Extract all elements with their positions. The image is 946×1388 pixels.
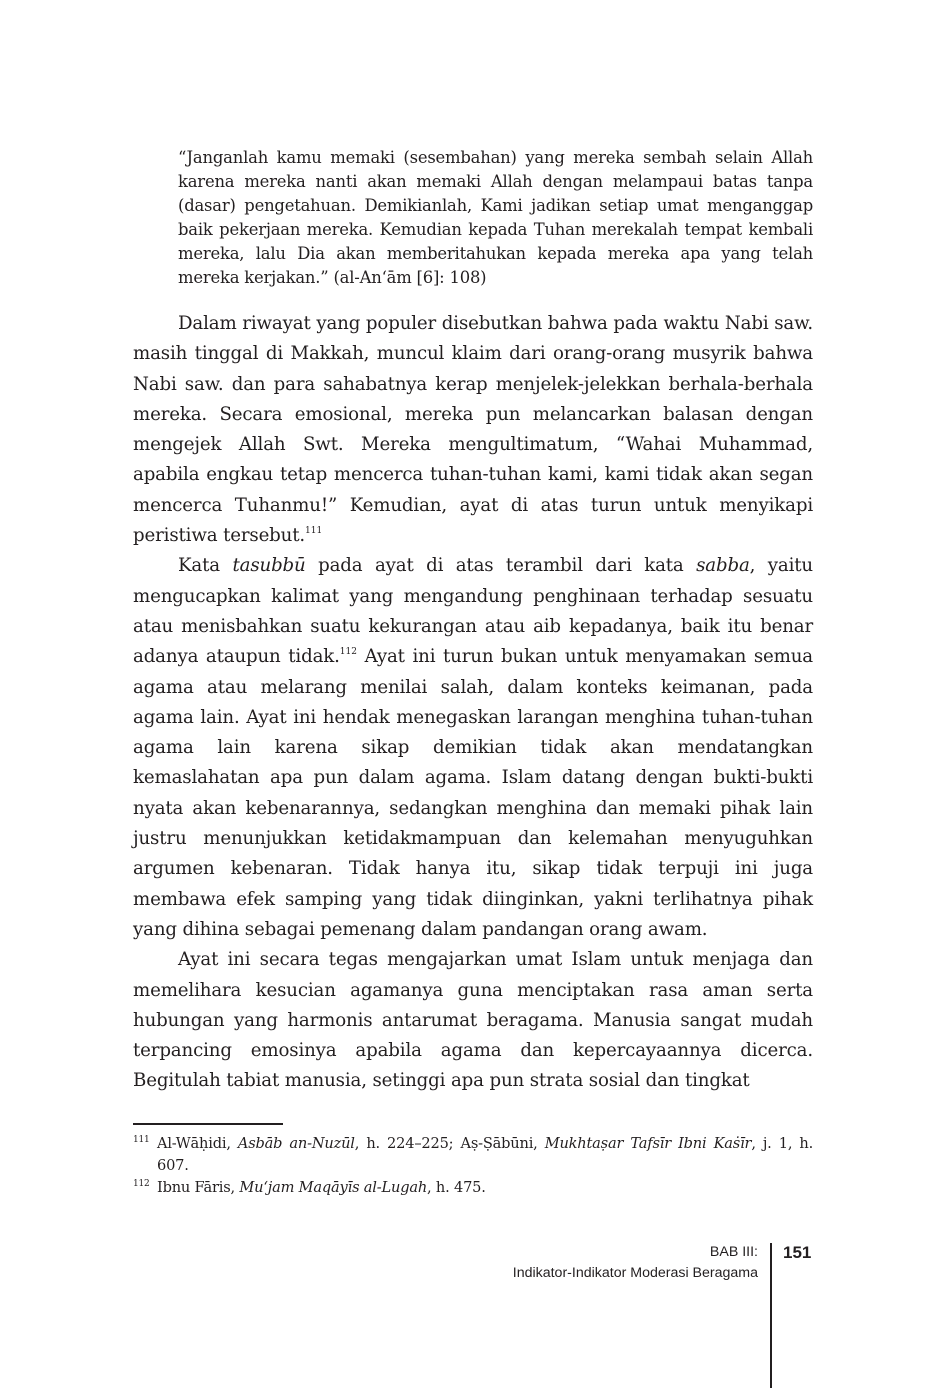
chapter-label: BAB III: xyxy=(709,1244,758,1260)
footnote-111 xyxy=(133,1133,813,1177)
footnote-separator xyxy=(133,1123,283,1125)
footnote-book-title: Asbāb an-Nuzūl xyxy=(237,1135,355,1152)
footnote-number: 111 xyxy=(133,1135,150,1145)
footnote-ref-111[interactable]: 111 xyxy=(305,526,323,537)
footnotes xyxy=(133,1133,813,1199)
paragraph-1 xyxy=(133,309,813,551)
footnote-book-title: Mukhtaṣar Tafsīr Ibni Kaṡīr xyxy=(544,1135,752,1152)
footnote-112 xyxy=(133,1177,813,1199)
vertical-rule xyxy=(770,1243,772,1388)
paragraph-2 xyxy=(133,551,813,945)
footnote-text: Ibnu Fāris, xyxy=(157,1179,240,1196)
chapter-title: Indikator-Indikator Moderasi Beragama xyxy=(512,1265,758,1281)
term-sabba: sabba xyxy=(696,555,750,577)
term-tasubbu: tasubbū xyxy=(232,555,306,577)
paragraph-2-text-d: Ayat ini turun bukan untuk menyamakan semua agama atau melarang menilai salah, dalam konteks keimanan, pada agama lain. Ayat ini hendak menegaskan larangan menghina tuhan-tuhan agama lain karena sikap demikian tidak akan mendatangkan kemaslahatan apa pun dalam agama. Islam datang dengan bukti-bukti nyata akan kebenarannya, sedangkan menghina dan memaki pihak lain justru menunjukkan ketidakmampuan dan kelemahan menyuguhkan argumen kebenaran. Tidak hanya itu, sikap tidak terpuji ini juga membawa efek samping yang tidak diinginkan, yakni terlihatnya pihak yang dihina sebagai pemenang dalam pandangan orang awam. xyxy=(133,646,814,940)
paragraph-2-text-b: pada ayat di atas terambil dari kata xyxy=(305,555,697,577)
footnote-text: , j. 1, h. 607. xyxy=(157,1135,814,1174)
paragraph-2-text-a: Kata xyxy=(178,555,233,577)
footnote-text: Al-Wāḥidi, xyxy=(157,1135,238,1152)
paragraph-2-text-c: , yaitu mengucapkan kalimat yang mengandung penghinaan terhadap sesuatu atau menisbahkan suatu kekurangan atau aib kepadanya, baik itu benar adanya ataupun tidak. xyxy=(133,555,813,668)
quote-text: “Janganlah kamu memaki (sesembahan) yang mereka sembah selain Allah karena mereka nanti akan memaki Allah dengan melampaui batas tanpa (dasar) pengetahuan. Demikianlah, Kami jadikan setiap umat menganggap baik pekerjaan mereka. Kemudian kepada Tuhan merekalah tempat kembali mereka, lalu Dia akan memberitahukan kepada mereka apa yang telah mereka kerjakan.” (al-An‘ām [6]: 108) xyxy=(178,148,813,287)
footnote-text: , h. 475. xyxy=(427,1179,486,1196)
footnote-ref-112[interactable]: 112 xyxy=(339,647,357,658)
footnote-number: 112 xyxy=(133,1179,150,1189)
main-body-text xyxy=(133,309,813,1097)
footnote-book-title: Mu‘jam Maqāyīs al-Lugah xyxy=(239,1179,428,1196)
page-number: 151 xyxy=(783,1243,812,1262)
running-head xyxy=(513,1242,758,1284)
footnote-text: , h. 224–225; Aṣ-Ṣābūni, xyxy=(354,1135,545,1152)
paragraph-1-text: Dalam riwayat yang populer disebutkan bahwa pada waktu Nabi saw. masih tinggal di Makkah, muncul klaim dari orang-orang musyrik bahwa Nabi saw. dan para sahabatnya kerap menjelek-jelekkan berhala-berhala mereka. Secara emosional, mereka pun melancarkan balasan dengan mengejek Allah Swt. Mereka mengultimatum, “Wahai Muhammad, apabila engkau tetap mencerca tuhan-tuhan kami, kami tidak akan segan mencerca Tuhanmu!” Kemudian, ayat di atas turun untuk menyikapi peristiwa tersebut. xyxy=(133,313,813,547)
paragraph-3: Ayat ini secara tegas mengajarkan umat Islam untuk menjaga dan memelihara kesucian agamanya guna menciptakan rasa aman serta hubungan yang harmonis antarumat beragama. Manusia sangat mudah terpancing emosinya apabila agama dan kepercayaannya dicerca. Begitulah tabiat manusia, setinggi apa pun strata sosial dan tingkat xyxy=(133,949,813,1092)
quran-quote-block xyxy=(178,146,813,290)
